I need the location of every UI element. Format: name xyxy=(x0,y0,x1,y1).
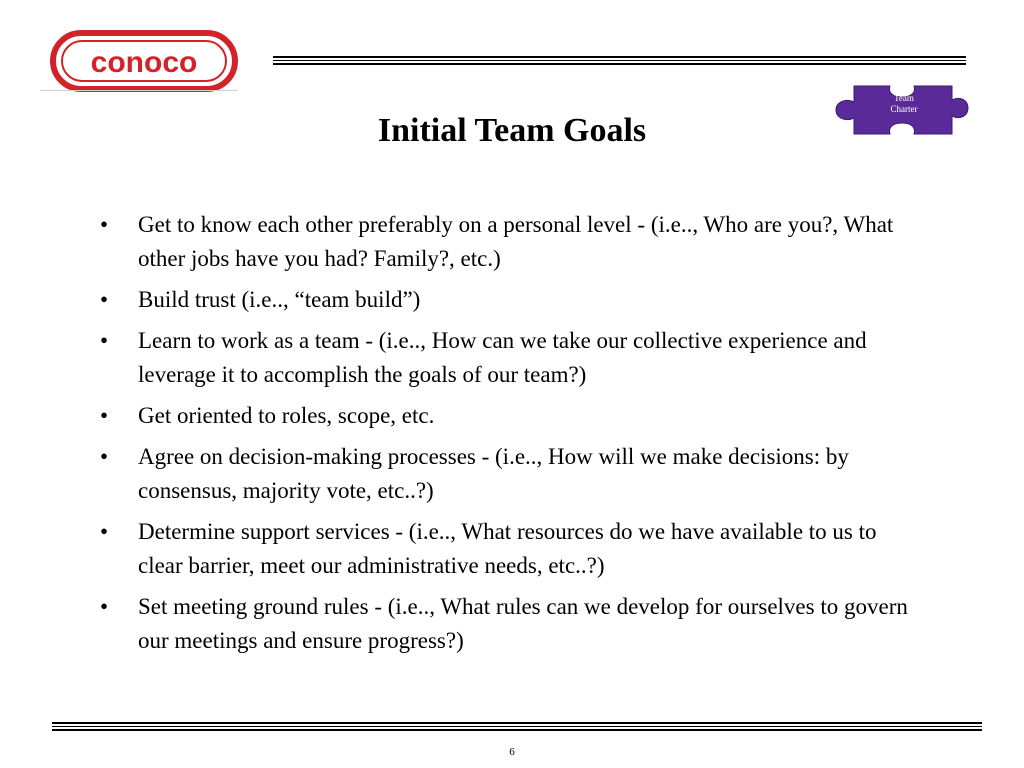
conoco-logo xyxy=(50,30,238,92)
bullet-text: Determine support services - (i.e.., What resources do we have available to us to clear barrier, meet our administrative needs, etc..?) xyxy=(138,519,877,578)
bullet-marker: • xyxy=(100,328,109,353)
bullet-item xyxy=(100,208,920,276)
bullet-text: Agree on decision-making processes - (i.e.., How will we make decisions: by consensus, majority vote, etc..?) xyxy=(138,444,849,503)
bullet-text: Set meeting ground rules - (i.e.., What rules can we develop for ourselves to govern our meetings and ensure progress?) xyxy=(138,594,908,653)
bullet-marker: • xyxy=(100,519,109,544)
logo-text: conoco xyxy=(90,46,198,79)
bullet-text: Get oriented to roles, scope, etc. xyxy=(138,403,435,428)
page-number: 6 xyxy=(509,746,515,758)
bullet-item xyxy=(100,440,920,508)
bullet-marker: • xyxy=(100,444,109,469)
bullet-list xyxy=(100,208,920,665)
bullet-item xyxy=(100,515,920,583)
bullet-item xyxy=(100,324,920,392)
logo-underline xyxy=(40,90,238,91)
bullet-item xyxy=(100,399,920,433)
bullet-marker: • xyxy=(100,594,109,619)
bullet-marker: • xyxy=(100,287,109,312)
bullet-item xyxy=(100,283,920,317)
badge-label-line1: Team xyxy=(894,93,914,103)
bullet-text: Build trust (i.e.., “team build”) xyxy=(138,287,421,312)
badge-label-line2: Charter xyxy=(890,104,918,114)
bullet-text: Get to know each other preferably on a personal level - (i.e.., Who are you?, What other jobs have you had? Family?, etc.) xyxy=(138,212,894,271)
header-rule xyxy=(273,56,966,65)
slide-title: Initial Team Goals xyxy=(377,112,647,149)
footer-rule xyxy=(52,722,982,731)
bullet-marker: • xyxy=(100,212,109,237)
bullet-item xyxy=(100,590,920,658)
bullet-text: Learn to work as a team - (i.e.., How can we take our collective experience and leverage it to accomplish the goals of our team?) xyxy=(138,328,867,387)
bullet-marker: • xyxy=(100,403,109,428)
